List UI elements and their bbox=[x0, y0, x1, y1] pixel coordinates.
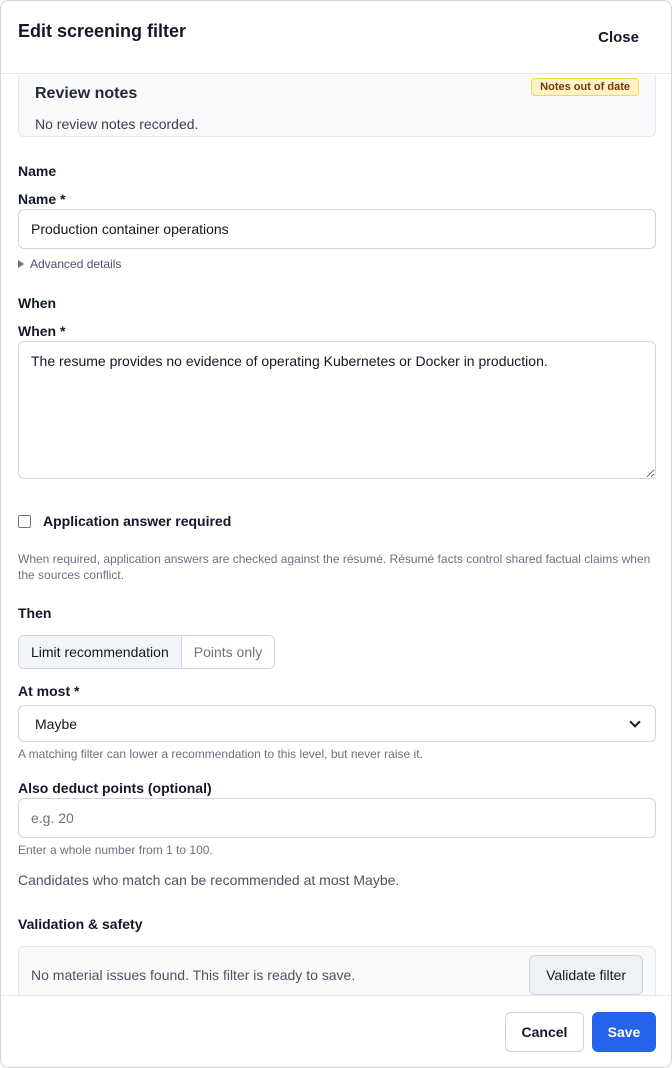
review-notes-text: No review notes recorded. bbox=[35, 116, 199, 132]
application-answer-checkbox[interactable] bbox=[18, 515, 31, 528]
validation-message: No material issues found. This filter is ready to save. bbox=[31, 967, 356, 983]
name-section-title: Name bbox=[18, 163, 57, 179]
recommendation-summary: Candidates who match can be recommended at most Maybe. bbox=[18, 872, 400, 888]
cancel-button[interactable]: Cancel bbox=[505, 1012, 584, 1052]
when-section-title: When bbox=[18, 295, 57, 311]
save-button[interactable]: Save bbox=[592, 1012, 656, 1052]
when-textarea[interactable] bbox=[18, 341, 656, 479]
name-input[interactable] bbox=[18, 209, 656, 249]
then-section-title: Then bbox=[18, 605, 52, 621]
notes-status-badge: Notes out of date bbox=[531, 78, 639, 96]
application-answer-help: When required, application answers are checked against the résumé. Résumé facts control shared factual claims when the sources conflict. bbox=[18, 552, 651, 582]
at-most-label: At most * bbox=[18, 683, 80, 699]
deduct-points-help: Enter a whole number from 1 to 100. bbox=[18, 843, 213, 857]
deduct-points-label: Also deduct points (optional) bbox=[18, 780, 212, 796]
disclosure-triangle-icon bbox=[18, 260, 24, 268]
application-answer-row[interactable] bbox=[18, 513, 231, 529]
advanced-details-label: Advanced details bbox=[30, 257, 122, 271]
points-only-option[interactable]: Points only bbox=[182, 636, 274, 668]
validation-card bbox=[18, 946, 656, 995]
validation-section-title: Validation & safety bbox=[18, 916, 143, 932]
name-field-label: Name * bbox=[18, 191, 66, 207]
at-most-select[interactable] bbox=[18, 705, 656, 742]
dialog-header bbox=[1, 1, 671, 74]
validate-filter-button[interactable]: Validate filter bbox=[529, 955, 643, 995]
then-mode-toggle bbox=[18, 635, 275, 669]
at-most-help: A matching filter can lower a recommendation to this level, but never raise it. bbox=[18, 747, 423, 761]
dialog-title: Edit screening filter bbox=[18, 21, 187, 41]
close-button[interactable]: Close bbox=[598, 29, 639, 46]
dialog-footer bbox=[1, 995, 671, 1067]
deduct-points-input[interactable] bbox=[18, 798, 656, 838]
dialog-body[interactable] bbox=[1, 75, 671, 995]
advanced-details-toggle[interactable] bbox=[18, 257, 121, 271]
chevron-down-icon bbox=[629, 716, 640, 727]
when-field-label: When * bbox=[18, 323, 66, 339]
review-notes-card bbox=[18, 75, 656, 137]
review-notes-title: Review notes bbox=[35, 85, 138, 102]
at-most-selected-value: Maybe bbox=[35, 715, 78, 732]
limit-recommendation-option[interactable]: Limit recommendation bbox=[19, 636, 182, 668]
application-answer-label[interactable]: Application answer required bbox=[43, 513, 232, 529]
